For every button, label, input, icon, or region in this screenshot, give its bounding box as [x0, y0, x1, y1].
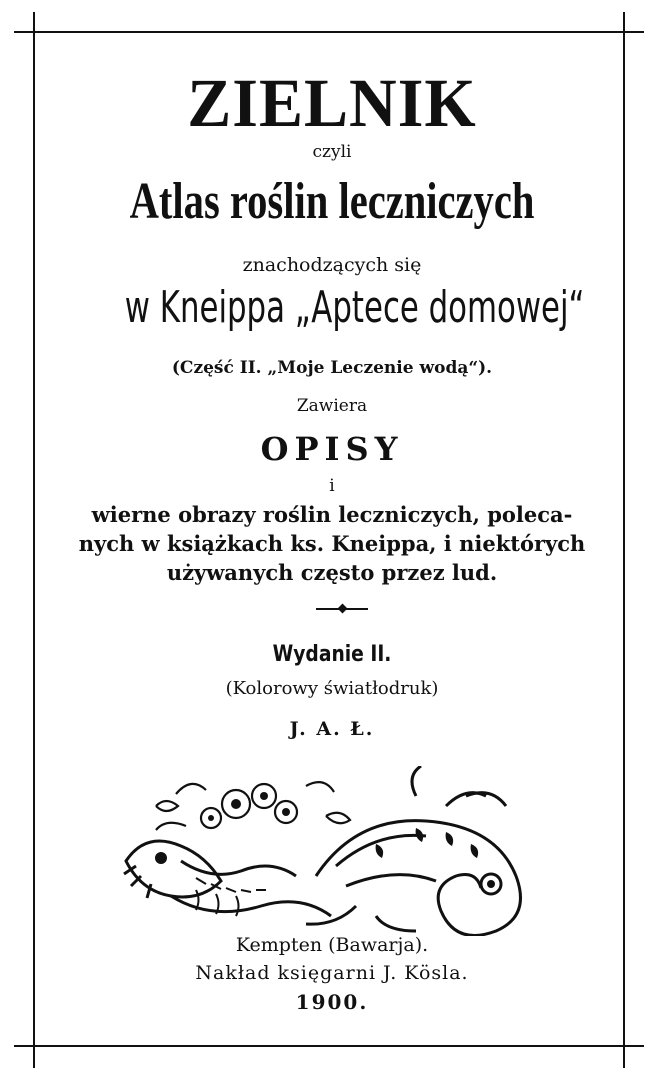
- imprint-publisher: Nakład księgarni J. Kösla.: [195, 962, 469, 984]
- conjunction-text: czyli: [312, 142, 352, 162]
- bottom-rule: [14, 1045, 644, 1047]
- top-rule: [14, 31, 644, 33]
- description-block: [36, 500, 628, 587]
- contains-text: Zawiera: [296, 396, 368, 416]
- description-line: używanych często przez lud.: [166, 560, 498, 585]
- edition-note: (Kolorowy światłodruk): [225, 678, 439, 699]
- description-line: nych w książkach ks. Kneippa, i niektórych: [78, 531, 586, 556]
- divider-ornament: [338, 604, 348, 614]
- part-note: (Część II. „Moje Leczenie wodą“).: [171, 358, 493, 378]
- book-subtitle: Atlas roślin leczniczych: [129, 173, 535, 230]
- source-title: w Kneippa „Aptece domowej“: [124, 282, 585, 333]
- contents-heading: OPISY: [260, 430, 404, 468]
- floral-ornament-illustration: [116, 766, 556, 936]
- book-title: ZIELNIK: [187, 65, 477, 142]
- imprint-place: Kempten (Bawarja).: [235, 934, 429, 956]
- left-rule: [33, 12, 35, 1068]
- title-page: [36, 36, 628, 1044]
- edition-heading: Wydanie II.: [272, 642, 392, 667]
- imprint-year: 1900.: [295, 990, 369, 1014]
- author-initials: J. A. Ł.: [289, 718, 375, 740]
- found-in-text: znachodzących się: [242, 254, 422, 276]
- and-text: i: [329, 476, 335, 496]
- description-line: wierne obrazy roślin leczniczych, poleca-: [91, 502, 573, 527]
